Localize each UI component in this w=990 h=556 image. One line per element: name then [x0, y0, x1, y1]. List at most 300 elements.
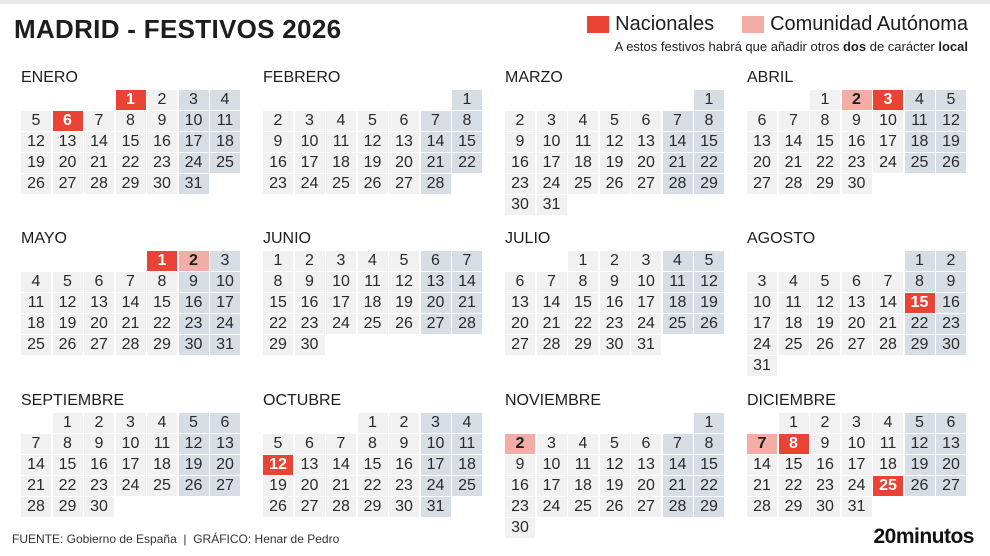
day-cell: 25 [568, 497, 598, 517]
national-holiday-cell: 6 [53, 111, 83, 131]
weekend-day-cell: 7 [663, 434, 693, 454]
day-cell: 9 [505, 132, 535, 152]
regional-holiday-cell: 2 [505, 434, 535, 454]
day-cell: 4 [568, 434, 598, 454]
day-cell: 7 [873, 272, 903, 292]
day-cell: 2 [147, 90, 177, 110]
weekend-day-cell: 18 [210, 132, 240, 152]
day-cell: 10 [326, 272, 356, 292]
day-cell: 22 [116, 153, 146, 173]
day-cell: 18 [779, 314, 809, 334]
day-cell: 3 [537, 111, 567, 131]
weekend-day-cell: 12 [905, 434, 935, 454]
day-cell: 19 [21, 153, 51, 173]
weekend-day-cell: 24 [210, 314, 240, 334]
weekend-day-cell: 8 [452, 111, 482, 131]
day-cell: 21 [747, 476, 777, 496]
weekend-day-cell: 28 [421, 174, 451, 194]
day-cell: 23 [600, 314, 630, 334]
month-days-grid [263, 90, 482, 194]
weekend-day-cell: 12 [936, 111, 966, 131]
day-cell: 13 [631, 132, 661, 152]
weekend-day-cell: 28 [663, 174, 693, 194]
day-cell: 16 [147, 132, 177, 152]
weekend-day-cell: 7 [421, 111, 451, 131]
weekend-day-cell: 29 [905, 335, 935, 355]
weekend-day-cell: 19 [905, 455, 935, 475]
day-cell: 1 [568, 251, 598, 271]
national-holiday-cell: 3 [873, 90, 903, 110]
month-name: MAYO [21, 230, 67, 247]
day-cell: 29 [263, 335, 293, 355]
day-cell: 28 [326, 497, 356, 517]
weekend-day-cell: 15 [452, 132, 482, 152]
weekend-day-cell: 23 [936, 314, 966, 334]
weekend-day-cell: 16 [936, 293, 966, 313]
day-cell: 3 [537, 434, 567, 454]
national-holiday-cell: 1 [147, 251, 177, 271]
day-cell: 25 [326, 174, 356, 194]
day-cell: 20 [53, 153, 83, 173]
day-cell: 10 [537, 455, 567, 475]
weekend-day-cell: 26 [936, 153, 966, 173]
day-cell: 28 [537, 335, 567, 355]
national-holiday-cell: 12 [263, 455, 293, 475]
day-cell: 18 [358, 293, 388, 313]
day-cell: 9 [295, 272, 325, 292]
day-cell: 1 [810, 90, 840, 110]
month-days-grid [747, 413, 966, 517]
day-cell: 27 [842, 335, 872, 355]
day-cell: 19 [810, 314, 840, 334]
day-cell: 6 [747, 111, 777, 131]
day-cell: 30 [505, 195, 535, 215]
weekend-day-cell: 25 [210, 153, 240, 173]
day-cell: 25 [358, 314, 388, 334]
weekend-day-cell: 7 [663, 111, 693, 131]
weekend-day-cell: 17 [421, 455, 451, 475]
day-cell: 27 [84, 335, 114, 355]
weekend-day-cell: 8 [694, 111, 724, 131]
weekend-day-cell: 29 [694, 174, 724, 194]
day-cell: 27 [53, 174, 83, 194]
weekend-day-cell: 14 [421, 132, 451, 152]
day-cell: 26 [21, 174, 51, 194]
day-cell: 26 [358, 174, 388, 194]
day-cell: 8 [358, 434, 388, 454]
weekend-day-cell: 24 [179, 153, 209, 173]
weekend-day-cell: 26 [905, 476, 935, 496]
national-holiday-cell: 1 [116, 90, 146, 110]
day-cell: 13 [389, 132, 419, 152]
day-cell: 3 [295, 111, 325, 131]
weekend-day-cell: 30 [179, 335, 209, 355]
day-cell: 11 [358, 272, 388, 292]
month-name: JULIO [505, 230, 551, 247]
weekend-day-cell: 11 [210, 111, 240, 131]
day-cell: 10 [631, 272, 661, 292]
day-cell: 1 [263, 251, 293, 271]
weekend-day-cell: 11 [663, 272, 693, 292]
day-cell: 19 [600, 476, 630, 496]
day-cell: 7 [84, 111, 114, 131]
day-cell: 9 [389, 434, 419, 454]
day-cell: 8 [53, 434, 83, 454]
day-cell: 29 [779, 497, 809, 517]
weekend-day-cell: 14 [663, 455, 693, 475]
national-holiday-cell: 15 [905, 293, 935, 313]
day-cell: 29 [147, 335, 177, 355]
day-cell: 22 [810, 153, 840, 173]
day-cell: 9 [147, 111, 177, 131]
day-cell: 14 [21, 455, 51, 475]
month-name: SEPTIEMBRE [21, 392, 125, 409]
weekend-day-cell: 13 [936, 434, 966, 454]
day-cell: 1 [53, 413, 83, 433]
day-cell: 17 [116, 455, 146, 475]
day-cell: 28 [21, 497, 51, 517]
day-cell: 21 [84, 153, 114, 173]
day-cell: 24 [537, 174, 567, 194]
weekend-day-cell: 15 [694, 455, 724, 475]
day-cell: 30 [600, 335, 630, 355]
day-cell: 10 [842, 434, 872, 454]
day-cell: 30 [295, 335, 325, 355]
weekend-day-cell: 20 [421, 293, 451, 313]
month-name: FEBRERO [263, 69, 341, 86]
weekend-day-cell: 3 [179, 90, 209, 110]
day-cell: 2 [295, 251, 325, 271]
day-cell: 30 [505, 518, 535, 538]
weekend-day-cell: 19 [936, 132, 966, 152]
day-cell: 17 [295, 153, 325, 173]
day-cell: 15 [147, 293, 177, 313]
day-cell: 3 [842, 413, 872, 433]
day-cell: 16 [505, 476, 535, 496]
legend-item-nacionales [587, 13, 714, 36]
weekend-day-cell: 19 [694, 293, 724, 313]
day-cell: 2 [600, 251, 630, 271]
day-cell: 16 [600, 293, 630, 313]
day-cell: 12 [389, 272, 419, 292]
day-cell: 27 [505, 335, 535, 355]
day-cell: 7 [326, 434, 356, 454]
day-cell: 3 [116, 413, 146, 433]
day-cell: 15 [53, 455, 83, 475]
day-cell: 22 [568, 314, 598, 334]
day-cell: 30 [147, 174, 177, 194]
day-cell: 19 [53, 314, 83, 334]
day-cell: 6 [505, 272, 535, 292]
day-cell: 21 [116, 314, 146, 334]
day-cell: 8 [147, 272, 177, 292]
month-days-grid [21, 251, 240, 355]
day-cell: 17 [842, 455, 872, 475]
month-days-grid [21, 413, 240, 517]
weekend-day-cell: 18 [452, 455, 482, 475]
day-cell: 12 [358, 132, 388, 152]
day-cell: 12 [53, 293, 83, 313]
weekend-day-cell: 25 [663, 314, 693, 334]
day-cell: 13 [842, 293, 872, 313]
day-cell: 3 [747, 272, 777, 292]
weekend-day-cell: 20 [210, 455, 240, 475]
day-cell: 10 [116, 434, 146, 454]
weekend-day-cell: 23 [179, 314, 209, 334]
day-cell: 17 [537, 153, 567, 173]
day-cell: 13 [295, 455, 325, 475]
day-cell: 5 [263, 434, 293, 454]
note-text-1: A estos festivos habrá que añadir otros [614, 39, 843, 54]
weekend-day-cell: 27 [421, 314, 451, 334]
day-cell: 20 [631, 153, 661, 173]
day-cell: 5 [21, 111, 51, 131]
day-cell: 12 [21, 132, 51, 152]
day-cell: 3 [326, 251, 356, 271]
day-cell: 7 [116, 272, 146, 292]
day-cell: 24 [873, 153, 903, 173]
day-cell: 27 [389, 174, 419, 194]
weekend-day-cell: 10 [179, 111, 209, 131]
day-cell: 2 [810, 413, 840, 433]
weekend-day-cell: 12 [179, 434, 209, 454]
weekend-day-cell: 1 [694, 90, 724, 110]
day-cell: 23 [295, 314, 325, 334]
weekend-day-cell: 12 [694, 272, 724, 292]
day-cell: 18 [568, 153, 598, 173]
weekend-day-cell: 5 [694, 251, 724, 271]
day-cell: 11 [147, 434, 177, 454]
day-cell: 28 [779, 174, 809, 194]
month-days-grid [505, 251, 724, 355]
day-cell: 23 [84, 476, 114, 496]
day-cell: 9 [505, 455, 535, 475]
day-cell: 31 [842, 497, 872, 517]
day-cell: 6 [631, 111, 661, 131]
month-name: ABRIL [747, 69, 794, 86]
day-cell: 11 [568, 455, 598, 475]
day-cell: 19 [358, 153, 388, 173]
day-cell: 15 [116, 132, 146, 152]
day-cell: 18 [21, 314, 51, 334]
day-cell: 25 [568, 174, 598, 194]
day-cell: 24 [116, 476, 146, 496]
day-cell: 13 [505, 293, 535, 313]
month-name: MARZO [505, 69, 563, 86]
weekend-day-cell: 13 [421, 272, 451, 292]
day-cell: 23 [842, 153, 872, 173]
day-cell: 6 [295, 434, 325, 454]
weekend-day-cell: 14 [452, 272, 482, 292]
weekend-day-cell: 29 [694, 497, 724, 517]
day-cell: 5 [53, 272, 83, 292]
month-days-grid [505, 90, 724, 215]
day-cell: 20 [295, 476, 325, 496]
day-cell: 21 [326, 476, 356, 496]
top-divider [0, 0, 990, 4]
day-cell: 24 [326, 314, 356, 334]
day-cell: 23 [147, 153, 177, 173]
day-cell: 11 [873, 434, 903, 454]
day-cell: 6 [84, 272, 114, 292]
day-cell: 5 [389, 251, 419, 271]
day-cell: 1 [779, 413, 809, 433]
day-cell: 25 [779, 335, 809, 355]
day-cell: 20 [505, 314, 535, 334]
subtitle-note [615, 39, 968, 54]
day-cell: 2 [84, 413, 114, 433]
weekend-day-cell: 21 [421, 153, 451, 173]
day-cell: 31 [747, 356, 777, 376]
day-cell: 20 [842, 314, 872, 334]
day-cell: 4 [568, 111, 598, 131]
day-cell: 12 [810, 293, 840, 313]
weekend-day-cell: 28 [663, 497, 693, 517]
weekend-day-cell: 5 [179, 413, 209, 433]
day-cell: 4 [147, 413, 177, 433]
weekend-day-cell: 28 [452, 314, 482, 334]
day-cell: 15 [358, 455, 388, 475]
weekend-day-cell: 8 [694, 434, 724, 454]
day-cell: 14 [84, 132, 114, 152]
weekend-day-cell: 2 [936, 251, 966, 271]
month-days-grid [747, 251, 966, 376]
day-cell: 5 [600, 111, 630, 131]
weekend-day-cell: 10 [421, 434, 451, 454]
day-cell: 28 [747, 497, 777, 517]
day-cell: 17 [873, 132, 903, 152]
source-credit: FUENTE: Gobierno de España | GRÁFICO: Henar de Pedro [12, 532, 340, 546]
day-cell: 22 [358, 476, 388, 496]
weekend-day-cell: 22 [694, 476, 724, 496]
day-cell: 21 [21, 476, 51, 496]
day-cell: 26 [600, 497, 630, 517]
day-cell: 4 [358, 251, 388, 271]
day-cell: 2 [389, 413, 419, 433]
brand-logo: 20minutos [873, 525, 974, 548]
day-cell: 25 [21, 335, 51, 355]
day-cell: 14 [537, 293, 567, 313]
day-cell: 16 [842, 132, 872, 152]
day-cell: 28 [116, 335, 146, 355]
weekend-day-cell: 27 [936, 476, 966, 496]
day-cell: 6 [631, 434, 661, 454]
day-cell: 20 [84, 314, 114, 334]
day-cell: 21 [779, 153, 809, 173]
day-cell: 12 [600, 132, 630, 152]
day-cell: 17 [537, 476, 567, 496]
weekend-day-cell: 9 [936, 272, 966, 292]
weekend-day-cell: 30 [936, 335, 966, 355]
weekend-day-cell: 18 [663, 293, 693, 313]
day-cell: 8 [568, 272, 598, 292]
day-cell: 18 [147, 455, 177, 475]
weekend-day-cell: 9 [179, 272, 209, 292]
weekend-day-cell: 22 [452, 153, 482, 173]
month-name: AGOSTO [747, 230, 816, 247]
day-cell: 14 [116, 293, 146, 313]
day-cell: 4 [326, 111, 356, 131]
day-cell: 9 [600, 272, 630, 292]
day-cell: 30 [810, 497, 840, 517]
month-days-grid [505, 413, 724, 538]
day-cell: 8 [810, 111, 840, 131]
day-cell: 26 [600, 174, 630, 194]
legend [559, 13, 968, 36]
day-cell: 1 [358, 413, 388, 433]
weekend-day-cell: 4 [905, 90, 935, 110]
day-cell: 13 [631, 455, 661, 475]
day-cell: 6 [389, 111, 419, 131]
day-cell: 16 [389, 455, 419, 475]
day-cell: 12 [600, 455, 630, 475]
weekend-day-cell: 31 [210, 335, 240, 355]
weekend-day-cell: 15 [694, 132, 724, 152]
day-cell: 29 [568, 335, 598, 355]
month-name: JUNIO [263, 230, 311, 247]
month-name: OCTUBRE [263, 392, 342, 409]
weekend-day-cell: 1 [905, 251, 935, 271]
day-cell: 22 [53, 476, 83, 496]
regional-holiday-cell: 2 [179, 251, 209, 271]
weekend-day-cell: 6 [210, 413, 240, 433]
weekend-day-cell: 3 [421, 413, 451, 433]
day-cell: 9 [263, 132, 293, 152]
weekend-day-cell: 25 [452, 476, 482, 496]
day-cell: 18 [326, 153, 356, 173]
day-cell: 16 [295, 293, 325, 313]
day-cell: 26 [389, 314, 419, 334]
day-cell: 19 [263, 476, 293, 496]
day-cell: 2 [505, 111, 535, 131]
day-cell: 14 [779, 132, 809, 152]
day-cell: 7 [21, 434, 51, 454]
day-cell: 30 [84, 497, 114, 517]
weekend-day-cell: 19 [179, 455, 209, 475]
weekend-day-cell: 26 [179, 476, 209, 496]
day-cell: 15 [568, 293, 598, 313]
day-cell: 24 [747, 335, 777, 355]
day-cell: 24 [842, 476, 872, 496]
weekend-day-cell: 31 [421, 497, 451, 517]
weekend-day-cell: 31 [179, 174, 209, 194]
day-cell: 27 [631, 174, 661, 194]
day-cell: 10 [295, 132, 325, 152]
weekend-day-cell: 26 [694, 314, 724, 334]
weekend-day-cell: 13 [210, 434, 240, 454]
day-cell: 27 [631, 497, 661, 517]
day-cell: 27 [295, 497, 325, 517]
day-cell: 13 [84, 293, 114, 313]
weekend-day-cell: 21 [663, 153, 693, 173]
national-holiday-cell: 8 [779, 434, 809, 454]
legend-label-nacionales: Nacionales [615, 13, 715, 35]
note-text-2: de carácter [866, 39, 939, 54]
day-cell: 13 [747, 132, 777, 152]
day-cell: 26 [53, 335, 83, 355]
day-cell: 29 [53, 497, 83, 517]
day-cell: 2 [263, 111, 293, 131]
weekend-day-cell: 24 [421, 476, 451, 496]
day-cell: 26 [810, 335, 840, 355]
page-title: MADRID - FESTIVOS 2026 [14, 14, 342, 44]
weekend-day-cell: 18 [905, 132, 935, 152]
day-cell: 4 [873, 413, 903, 433]
national-holiday-cell: 25 [873, 476, 903, 496]
weekend-day-cell: 4 [452, 413, 482, 433]
legend-label-autonoma: Comunidad Autónoma [770, 13, 968, 35]
day-cell: 23 [263, 174, 293, 194]
